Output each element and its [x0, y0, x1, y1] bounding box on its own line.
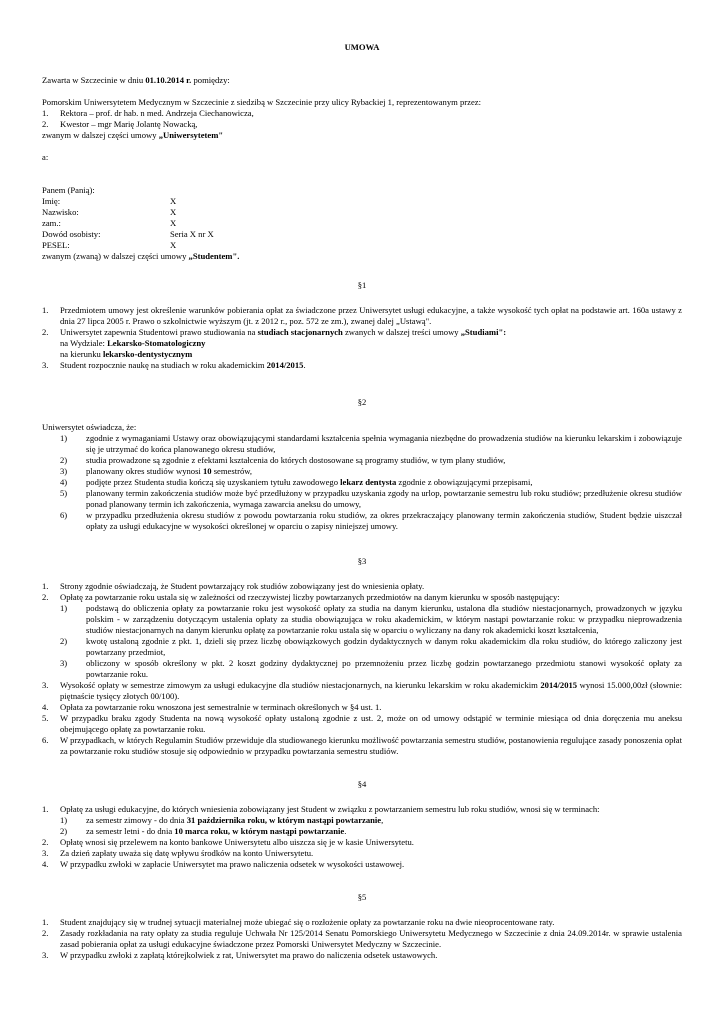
clause-item: 2. Zasady rozkładania na raty opłaty za studia reguluje Uchwała Nr 125/2014 Senatu Pomorskiego Uniwersytetu Medycznego w Szczecinie z dnia 24.09.2014r. w sprawie ustalenia zasad pobierania opłat za usługi edukacyjne świadczone przez Pomorski Uniwersytet Medyczny w Szczecinie.: [42, 928, 682, 949]
clause-item: 1. Strony zgodnie oświadczają, że Student powtarzający rok studiów zobowiązany jest do wniesienia opłaty.: [42, 581, 425, 591]
faculty-line: na Wydziale: Lekarsko-Stomatologiczny: [60, 338, 206, 348]
section-heading-2: §2: [357, 397, 367, 407]
clause-item: 5. W przypadku braku zgody Studenta na nową wysokość opłaty ustaloną zgodnie z ust. 2, może on od umowy odstąpić w terminie miesiąca od dnia doręczenia mu aneksu obejmującego opłatę za powtarzanie roku.: [42, 713, 682, 734]
section-heading-3: §3: [357, 556, 367, 566]
clause-item: 2. Opłatę wnosi się przelewem na konto bankowe Uniwersytetu albo uiszcza się je w kasie Uniwersytetu.: [42, 837, 414, 847]
clause-subitem: 4) podjęte przez Studenta studia kończą się uzyskaniem tytułu zawodowego lekarz dentysta zgodnie z obowiązującymi przepisami,: [60, 477, 533, 487]
section-1: [42, 305, 682, 371]
student-party: [42, 185, 682, 262]
document-title: UMOWA: [344, 42, 380, 52]
section-4: [42, 804, 682, 870]
university-line: Pomorskim Uniwersytetem Medycznym w Szczecinie z siedzibą w Szczecinie przy ulicy Rybackiej 1, reprezentowanym przez:: [42, 97, 481, 107]
clause-item: 1. Przedmiotem umowy jest określenie warunków pobierania opłat za świadczone przez Uniwersytet usługi edukacyjne, a także wysokość tych opłat na podstawie art. 160a ustawy z dnia 27 lipca 2005 r. Prawo o szkolnictwie wyższym (jt. z 2012 r., poz. 572 ze zm.), zwanej dalej „Ustawą".: [42, 305, 682, 326]
clause-item: 1. Opłatę za usługi edukacyjne, do których wniesienia zobowiązany jest Student w związku z powtarzaniem semestru lub roku studiów, wnosi się w terminach:: [42, 804, 600, 814]
clause-subitem: 3) obliczony w sposób określony w pkt. 2 koszt godziny dydaktycznej po przemnożeniu przez liczbę godzin powtarzanego przedmiotu stanowi wysokość opłaty za powtarzanie roku.: [60, 658, 682, 679]
student-field-id-card: Dowód osobisty: Seria X nr X: [42, 229, 214, 239]
clause-item: 3. Wysokość opłaty w semestrze zimowym za usługi edukacyjne dla studiów niestacjonarnych, na kierunku lekarskim w roku akademickim 2014/2015 wynosi 15.000,00zł (słownie: piętnaście tysięcy złotych 00/100).: [42, 680, 682, 701]
section-2: [42, 422, 682, 532]
clause-subitem: 2) kwotę ustaloną zgodnie z pkt. 1, dzieli się przez liczbę obowiązkowych godzin dydaktycznych w danym roku akademickim dla roku studiów, do którego zaliczony jest powtarzany przedmiot,: [60, 636, 682, 657]
clause-item: 3. W przypadku zwłoki z zapłatą którejkolwiek z rat, Uniwersytet ma prawo do naliczenia odsetek ustawowych.: [42, 950, 438, 960]
clause-item: 6. W przypadkach, w których Regulamin Studiów przewiduje dla studiowanego kierunku możliwość powtarzania semestru studiów, postanowienia regulujące zasady ponoszenia opłat za powtarzanie roku studiów stosuje się odpowiednio w przypadku powtarzania semestru studiów.: [42, 735, 682, 756]
clause-subitem: 2) studia prowadzone są zgodnie z efektami kształcenia do których dostosowane są programy studiów, w tym plany studiów,: [60, 455, 506, 465]
clause-item: 4. W przypadku zwłoki w zapłacie Uniwersytet ma prawo naliczenia odsetek w wysokości ustawowej.: [42, 859, 405, 869]
clause-item: 1. Student znajdujący się w trudnej sytuacji materialnej może ubiegać się o rozłożenie opłaty za powtarzanie roku na dwie nieoprocentowane raty.: [42, 917, 555, 927]
section-2-intro: Uniwersytet oświadcza, że:: [42, 422, 137, 432]
clause-item: 2. Opłatę za powtarzanie roku ustala się w zależności od rzeczywistej liczby powtarzanych przedmiotów na danym kierunku w sposób następujący:: [42, 592, 560, 602]
clause-item: 3. Student rozpocznie naukę na studiach w roku akademickim 2014/2015.: [42, 360, 306, 370]
contract-date-line: Zawarta w Szczecinie w dniu 01.10.2014 r. pomiędzy:: [42, 75, 230, 85]
student-alias: zwanym (zwaną) w dalszej części umowy „Studentem".: [42, 251, 240, 261]
clause-item: 2. Uniwersytet zapewnia Studentowi prawo studiowania na studiach stacjonarnych zwanych w dalszej treści umowy „Studiami":: [42, 327, 507, 337]
student-field-address: zam.: X: [42, 218, 177, 228]
field-of-study-line: na kierunku lekarsko-dentystycznym: [60, 349, 193, 359]
section-heading-1: §1: [357, 280, 367, 290]
contract-date: 01.10.2014 r.: [145, 75, 192, 85]
section-3: [42, 581, 682, 757]
representative-item: 2. Kwestor – mgr Marię Jolantę Nowacką,: [42, 119, 198, 129]
and-connector: a:: [42, 152, 49, 162]
student-field-last-name: Nazwisko: X: [42, 207, 177, 217]
clause-subitem: 3) planowany okres studiów wynosi 10 semestrów,: [60, 466, 253, 476]
clause-item: 3. Za dzień zapłaty uważa się datę wpływu środków na konto Uniwersytetu.: [42, 848, 314, 858]
student-field-pesel: PESEL: X: [42, 240, 177, 250]
university-party: [42, 97, 682, 141]
section-heading-5: §5: [357, 892, 367, 902]
clause-subitem: 1) podstawą do obliczenia opłaty za powtarzanie roku jest wysokość opłaty za studia na danym kierunku, ustalona dla studiów niestacjonarnych, prowadzonych w języku polskim - w zarządzeniu dotyczącym ustalenia opłaty za studia obowiązująca w roku akademickim, w którym nastąpi powtarzanie roku: w przypadku nieprowadzenia studiów niestacjonarnych na danym kierunku opłatę za powtarzanie roku ustala się w oparciu o wyliczany na dany rok akademicki koszt kształcenia,: [60, 603, 682, 635]
student-field-first-name: Imię: X: [42, 196, 177, 206]
section-5: [42, 917, 682, 961]
section-heading-4: §4: [357, 779, 367, 789]
clause-subitem: 1) zgodnie z wymaganiami Ustawy oraz obowiązującymi standardami kształcenia spełnia wymagania niezbędne do prowadzenia studiów na kierunku lekarskim i zobowiązuje się je utrzymać do końca planowanego okresu studiów,: [60, 433, 682, 454]
clause-item: 4. Opłata za powtarzanie roku wnoszona jest semestralnie w terminach określonych w §4 ust. 1.: [42, 702, 382, 712]
student-intro: Panem (Panią):: [42, 185, 95, 195]
clause-subitem: 2) za semestr letni - do dnia 10 marca roku, w którym nastąpi powtarzanie.: [60, 826, 347, 836]
clause-subitem: 6) w przypadku przedłużenia okresu studiów z powodu powtarzania roku studiów, za okres przekraczający planowany termin zakończenia studiów, Student będzie uiszczał opłaty za usługi edukacyjne w wysokości określonej w oparciu o zapisy niniejszej umowy.: [60, 510, 682, 531]
document-page: [42, 42, 682, 961]
representative-item: 1. Rektora – prof. dr hab. n med. Andrzeja Ciechanowicza,: [42, 108, 254, 118]
clause-subitem: 5) planowany termin zakończenia studiów może być przedłużony w przypadku uzyskania zgody na urlop, powtarzanie semestru lub roku studiów; przedłużenie okresu studiów ponad planowany termin ich zakończenia, wymaga zawarcia aneksu do umowy,: [60, 488, 682, 509]
clause-subitem: 1) za semestr zimowy - do dnia 31 października roku, w którym nastąpi powtarzanie,: [60, 815, 384, 825]
university-alias: zwanym w dalszej części umowy „Uniwersytetem": [42, 130, 224, 140]
